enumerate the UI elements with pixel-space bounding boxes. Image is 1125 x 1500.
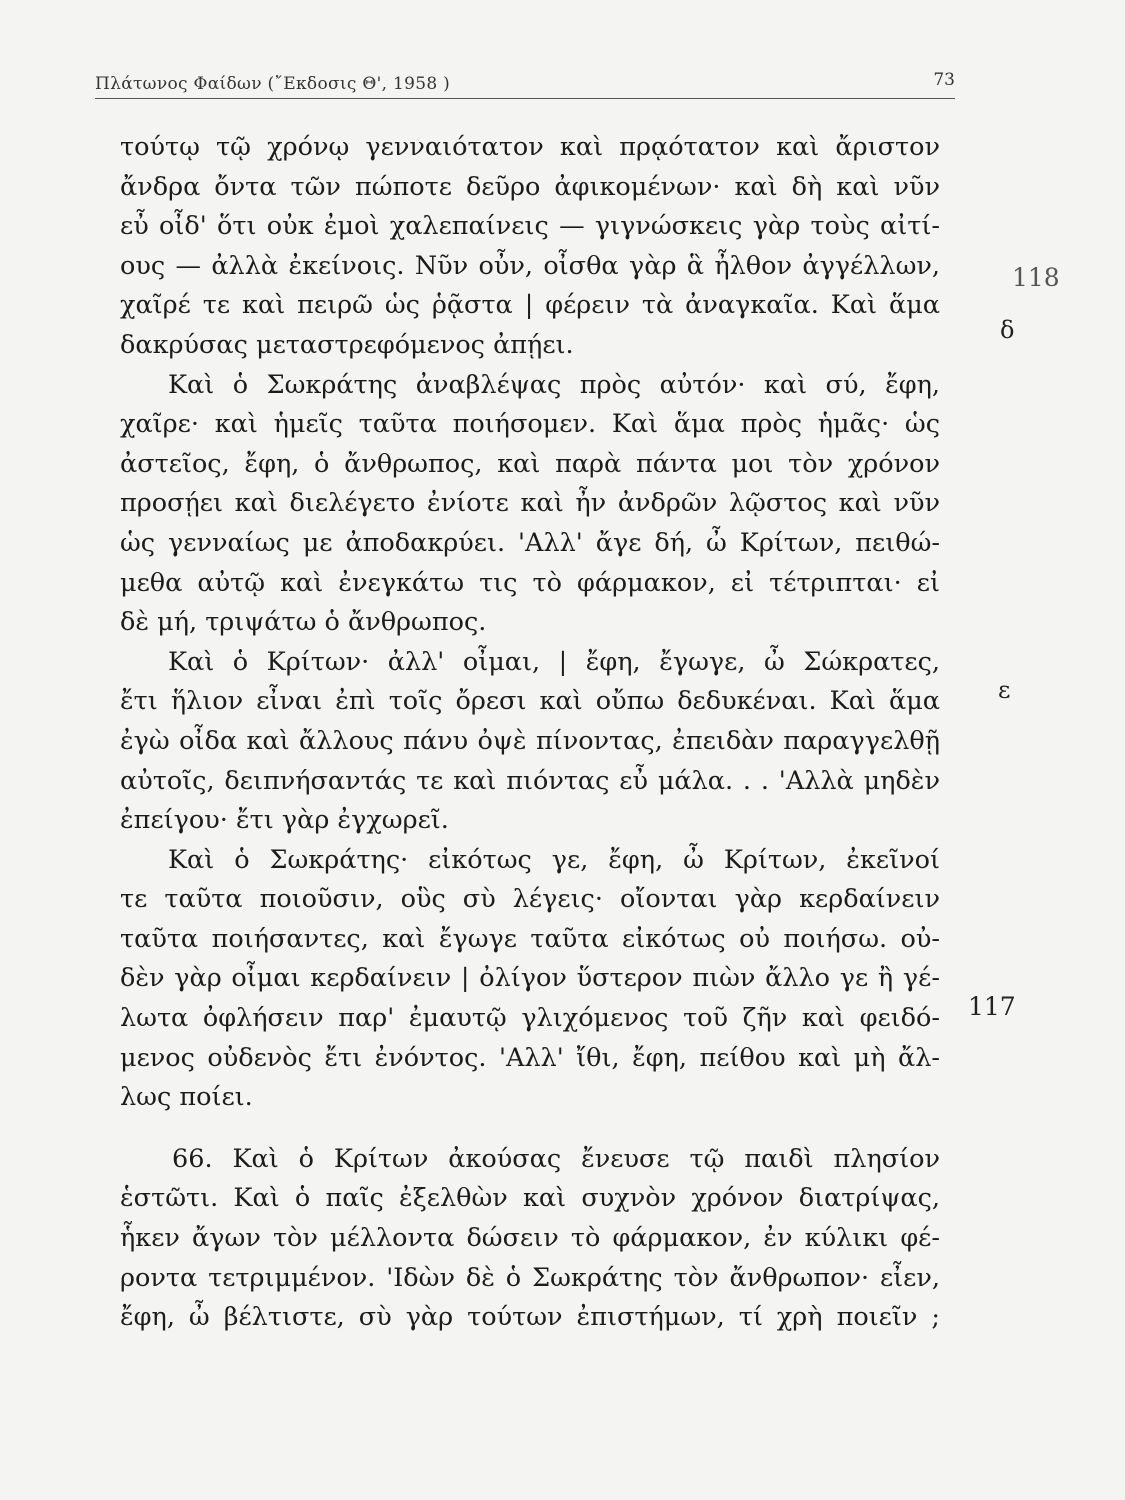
text-line: Καὶ ὁ Σωκράτης ἀναβλέψας πρὸς αὐτόν· καὶ σύ, ἔφη, xyxy=(168,369,940,400)
text-line: ὡς γενναίως με ἀποδακρύει. 'Αλλ' ἄγε δή, ὦ Κρίτων, πειθώ- xyxy=(120,527,940,558)
text-line: μενος οὐδενὸς ἔτι ἐνόντος. 'Αλλ' ἴθι, ἔφη, πείθου καὶ μὴ ἄλ- xyxy=(120,1042,940,1073)
text-line: ἔτι ἥλιον εἶναι ἐπὶ τοῖς ὄρεσι καὶ οὔπω δεδυκέναι. Καὶ ἅμα xyxy=(120,686,940,717)
margin-ref-118: 118 xyxy=(1012,263,1060,292)
text-line: ους — ἀλλὰ ἐκείνοις. Νῦν οὖν, οἶσθα γὰρ ἃ ἦλθον ἀγγέλλων, xyxy=(120,250,940,281)
margin-ref-e: ε xyxy=(998,676,1011,704)
running-title: Πλάτωνος Φαίδων (῎Εκδοσις Θ', 1958 ) xyxy=(95,74,451,94)
text-line: ἐγὼ οἶδα καὶ ἄλλους πάνυ ὀψὲ πίνοντας, ἐπειδὰν παραγγελθῇ xyxy=(120,725,940,756)
text-line: 66. Καὶ ὁ Κρίτων ἀκούσας ἔνευσε τῷ παιδὶ πλησίον xyxy=(172,1143,940,1174)
text-line: δὲ μή, τριψάτω ὁ ἄνθρωπος. xyxy=(120,607,487,638)
text-line: Καὶ ὁ Κρίτων· ἀλλ' οἶμαι, | ἔφη, ἔγωγε, ὦ Σώκρατες, xyxy=(168,646,940,677)
text-line: τε ταῦτα ποιοῦσιν, οὓς σὺ λέγεις· οἴονται γὰρ κερδαίνειν xyxy=(120,884,940,915)
text-line: ἀστεῖος, ἔφη, ὁ ἄνθρωπος, καὶ παρὰ πάντα μοι τὸν χρόνον xyxy=(120,448,940,479)
margin-ref-d: δ xyxy=(1000,316,1015,344)
running-head xyxy=(95,70,965,100)
text-line: ἑστῶτι. Καὶ ὁ παῖς ἐξελθὼν καὶ συχνὸν χρόνον διατρίψας, xyxy=(120,1183,940,1214)
text-line: ἄνδρα ὄντα τῶν πώποτε δεῦρο ἀφικομένων· καὶ δὴ καὶ νῦν xyxy=(120,171,940,202)
page-number: 73 xyxy=(933,70,955,90)
text-line: μεθα αὐτῷ καὶ ἐνεγκάτω τις τὸ φάρμακον, εἰ τέτριπται· εἰ xyxy=(120,567,940,598)
text-line: ἧκεν ἄγων τὸν μέλλοντα δώσειν τὸ φάρμακον, ἐν κύλικι φέ- xyxy=(120,1223,940,1254)
text-line: χαῖρέ τε καὶ πειρῶ ὡς ῥᾷστα | φέρειν τὰ ἀναγκαῖα. Καὶ ἅμα xyxy=(120,290,940,321)
text-line: ταῦτα ποιήσαντες, καὶ ἔγωγε ταῦτα εἰκότως οὐ ποιήσω. οὐ- xyxy=(120,923,940,954)
text-line: προσῄει καὶ διελέγετο ἐνίοτε καὶ ἦν ἀνδρῶν λῷστος καὶ νῦν xyxy=(120,488,940,519)
text-line: λως ποίει. xyxy=(120,1082,253,1113)
margin-ref-117: 117 xyxy=(968,992,1016,1021)
header-rule xyxy=(95,98,955,99)
text-line: δὲν γὰρ οἶμαι κερδαίνειν | ὀλίγον ὕστερον πιὼν ἄλλο γε ἢ γέ- xyxy=(120,963,940,994)
text-line: τούτῳ τῷ χρόνῳ γενναιότατον καὶ πρᾳότατον καὶ ἄριστον xyxy=(120,132,940,162)
text-line: ἐπείγου· ἔτι γὰρ ἐγχωρεῖ. xyxy=(120,805,449,836)
text-line: ροντα τετριμμένον. 'Ιδὼν δὲ ὁ Σωκράτης τὸν ἄνθρωπον· εἶεν, xyxy=(120,1262,940,1293)
text-line: Καὶ ὁ Σωκράτης· εἰκότως γε, ἔφη, ὦ Κρίτων, ἐκεῖνοί xyxy=(168,844,940,875)
text-line: ἔφη, ὦ βέλτιστε, σὺ γὰρ τούτων ἐπιστήμων, τί χρὴ ποιεῖν ; xyxy=(120,1302,940,1333)
text-line: εὖ οἶδ' ὅτι οὐκ ἐμοὶ χαλεπαίνεις — γιγνώσκεις γὰρ τοὺς αἰτί- xyxy=(120,211,940,242)
text-line: δακρύσας μεταστρεφόμενος ἀπῄει. xyxy=(120,329,574,360)
text-line: αὐτοῖς, δειπνήσαντάς τε καὶ πιόντας εὖ μάλα. . . 'Αλλὰ μηδὲν xyxy=(120,765,940,796)
text-line: λωτα ὀφλήσειν παρ' ἐμαυτῷ γλιχόμενος τοῦ ζῆν καὶ φειδό- xyxy=(120,1003,940,1034)
text-line: χαῖρε· καὶ ἡμεῖς ταῦτα ποιήσομεν. Καὶ ἅμα πρὸς ἡμᾶς· ὡς xyxy=(120,409,940,440)
body-text xyxy=(120,128,940,1338)
